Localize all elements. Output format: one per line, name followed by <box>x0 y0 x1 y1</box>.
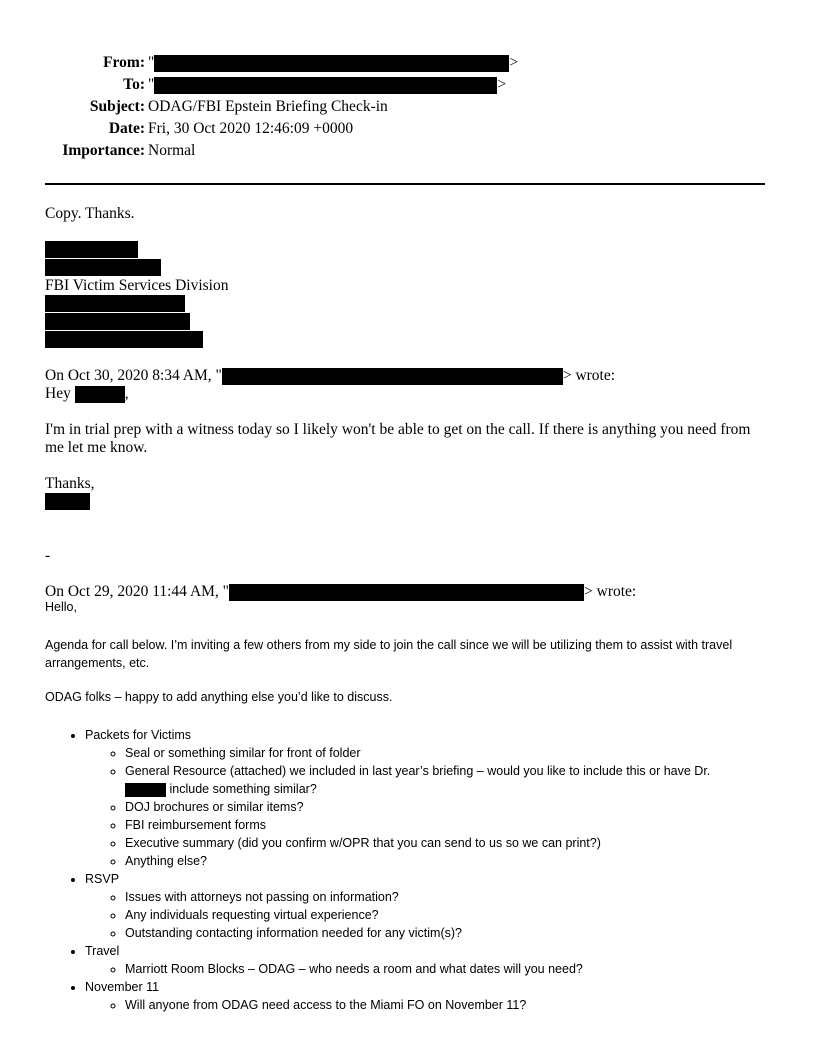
agenda-section <box>85 726 785 870</box>
redaction <box>45 295 185 312</box>
agenda-item: ◦ Marriott Room Blocks – ODAG – who needs a room and what dates will you need? <box>125 960 785 978</box>
header-divider <box>45 183 765 185</box>
agenda-item: ◦ Executive summary (did you confirm w/OPR that you can send to us so we can print?) <box>125 834 785 852</box>
redaction <box>222 368 563 385</box>
to-value: " > <box>148 76 507 93</box>
agenda-item: ◦ General Resource (attached) we included in last year’s briefing – would you like to include this or have Dr. include something similar? <box>125 762 785 798</box>
quote2-odag: ODAG folks – happy to add anything else you’d like to discuss. <box>45 690 393 704</box>
agenda-section <box>85 942 785 978</box>
quote1-greeting: Hey , <box>45 385 129 402</box>
agenda-item: ◦ FBI reimbursement forms <box>125 816 785 834</box>
agenda-section-title: Packets for Victims <box>85 728 192 742</box>
subject-label: Subject: <box>89 98 145 115</box>
agenda-section <box>85 978 785 1014</box>
quote2-greeting: Hello, <box>45 600 77 614</box>
to-label: To: <box>123 76 145 93</box>
agenda-item: ◦ DOJ brochures or similar items? <box>125 798 785 816</box>
quote1-attribution: On Oct 30, 2020 8:34 AM, " > wrote: <box>45 367 616 384</box>
reply-text: Copy. Thanks. <box>45 205 135 222</box>
from-label: From: <box>103 54 145 71</box>
agenda-item: ◦ Issues with attorneys not passing on information? <box>125 888 785 906</box>
redaction <box>45 313 190 330</box>
redaction <box>45 331 203 348</box>
date-label: Date: <box>108 120 145 137</box>
date-value: Fri, 30 Oct 2020 12:46:09 +0000 <box>148 120 354 137</box>
agenda-section <box>85 870 785 942</box>
separator-dash: - <box>45 547 51 564</box>
quote1-body: I'm in trial prep with a witness today so I likely won't be able to get on the call. If there is anything you need from me let me know. <box>45 421 751 456</box>
from-value: " > <box>148 54 519 71</box>
agenda-item: ◦ Outstanding contacting information needed for any victim(s)? <box>125 924 785 942</box>
division-name: FBI Victim Services Division <box>45 277 229 294</box>
agenda-section-title: Travel <box>85 944 120 958</box>
quote1-thanks: Thanks, <box>45 475 95 492</box>
agenda-item: ◦ Any individuals requesting virtual experience? <box>125 906 785 924</box>
redaction <box>125 783 166 797</box>
subject-value: ODAG/FBI Epstein Briefing Check-in <box>148 98 388 115</box>
importance-label: Importance: <box>62 142 145 159</box>
agenda-item: ◦ Seal or something similar for front of folder <box>125 744 785 762</box>
agenda-item: ◦ Will anyone from ODAG need access to the Miami FO on November 11? <box>125 996 785 1014</box>
redaction <box>229 584 584 601</box>
redaction <box>45 493 90 510</box>
redaction <box>154 55 509 72</box>
importance-value: Normal <box>148 142 196 159</box>
quote2-intro: Agenda for call below. I’m inviting a few others from my side to join the call since we will be utilizing them to assist with travel arrangements, etc. <box>45 638 733 670</box>
agenda-list <box>45 726 785 1014</box>
redaction <box>45 259 161 276</box>
agenda-section-title: RSVP <box>85 872 120 886</box>
agenda-item: ◦ Anything else? <box>125 852 785 870</box>
agenda-section-title: November 11 <box>85 980 160 994</box>
quote2-attribution: On Oct 29, 2020 11:44 AM, " > wrote: <box>45 583 637 600</box>
redaction <box>154 77 497 94</box>
redaction <box>75 386 125 403</box>
redaction <box>45 241 138 258</box>
